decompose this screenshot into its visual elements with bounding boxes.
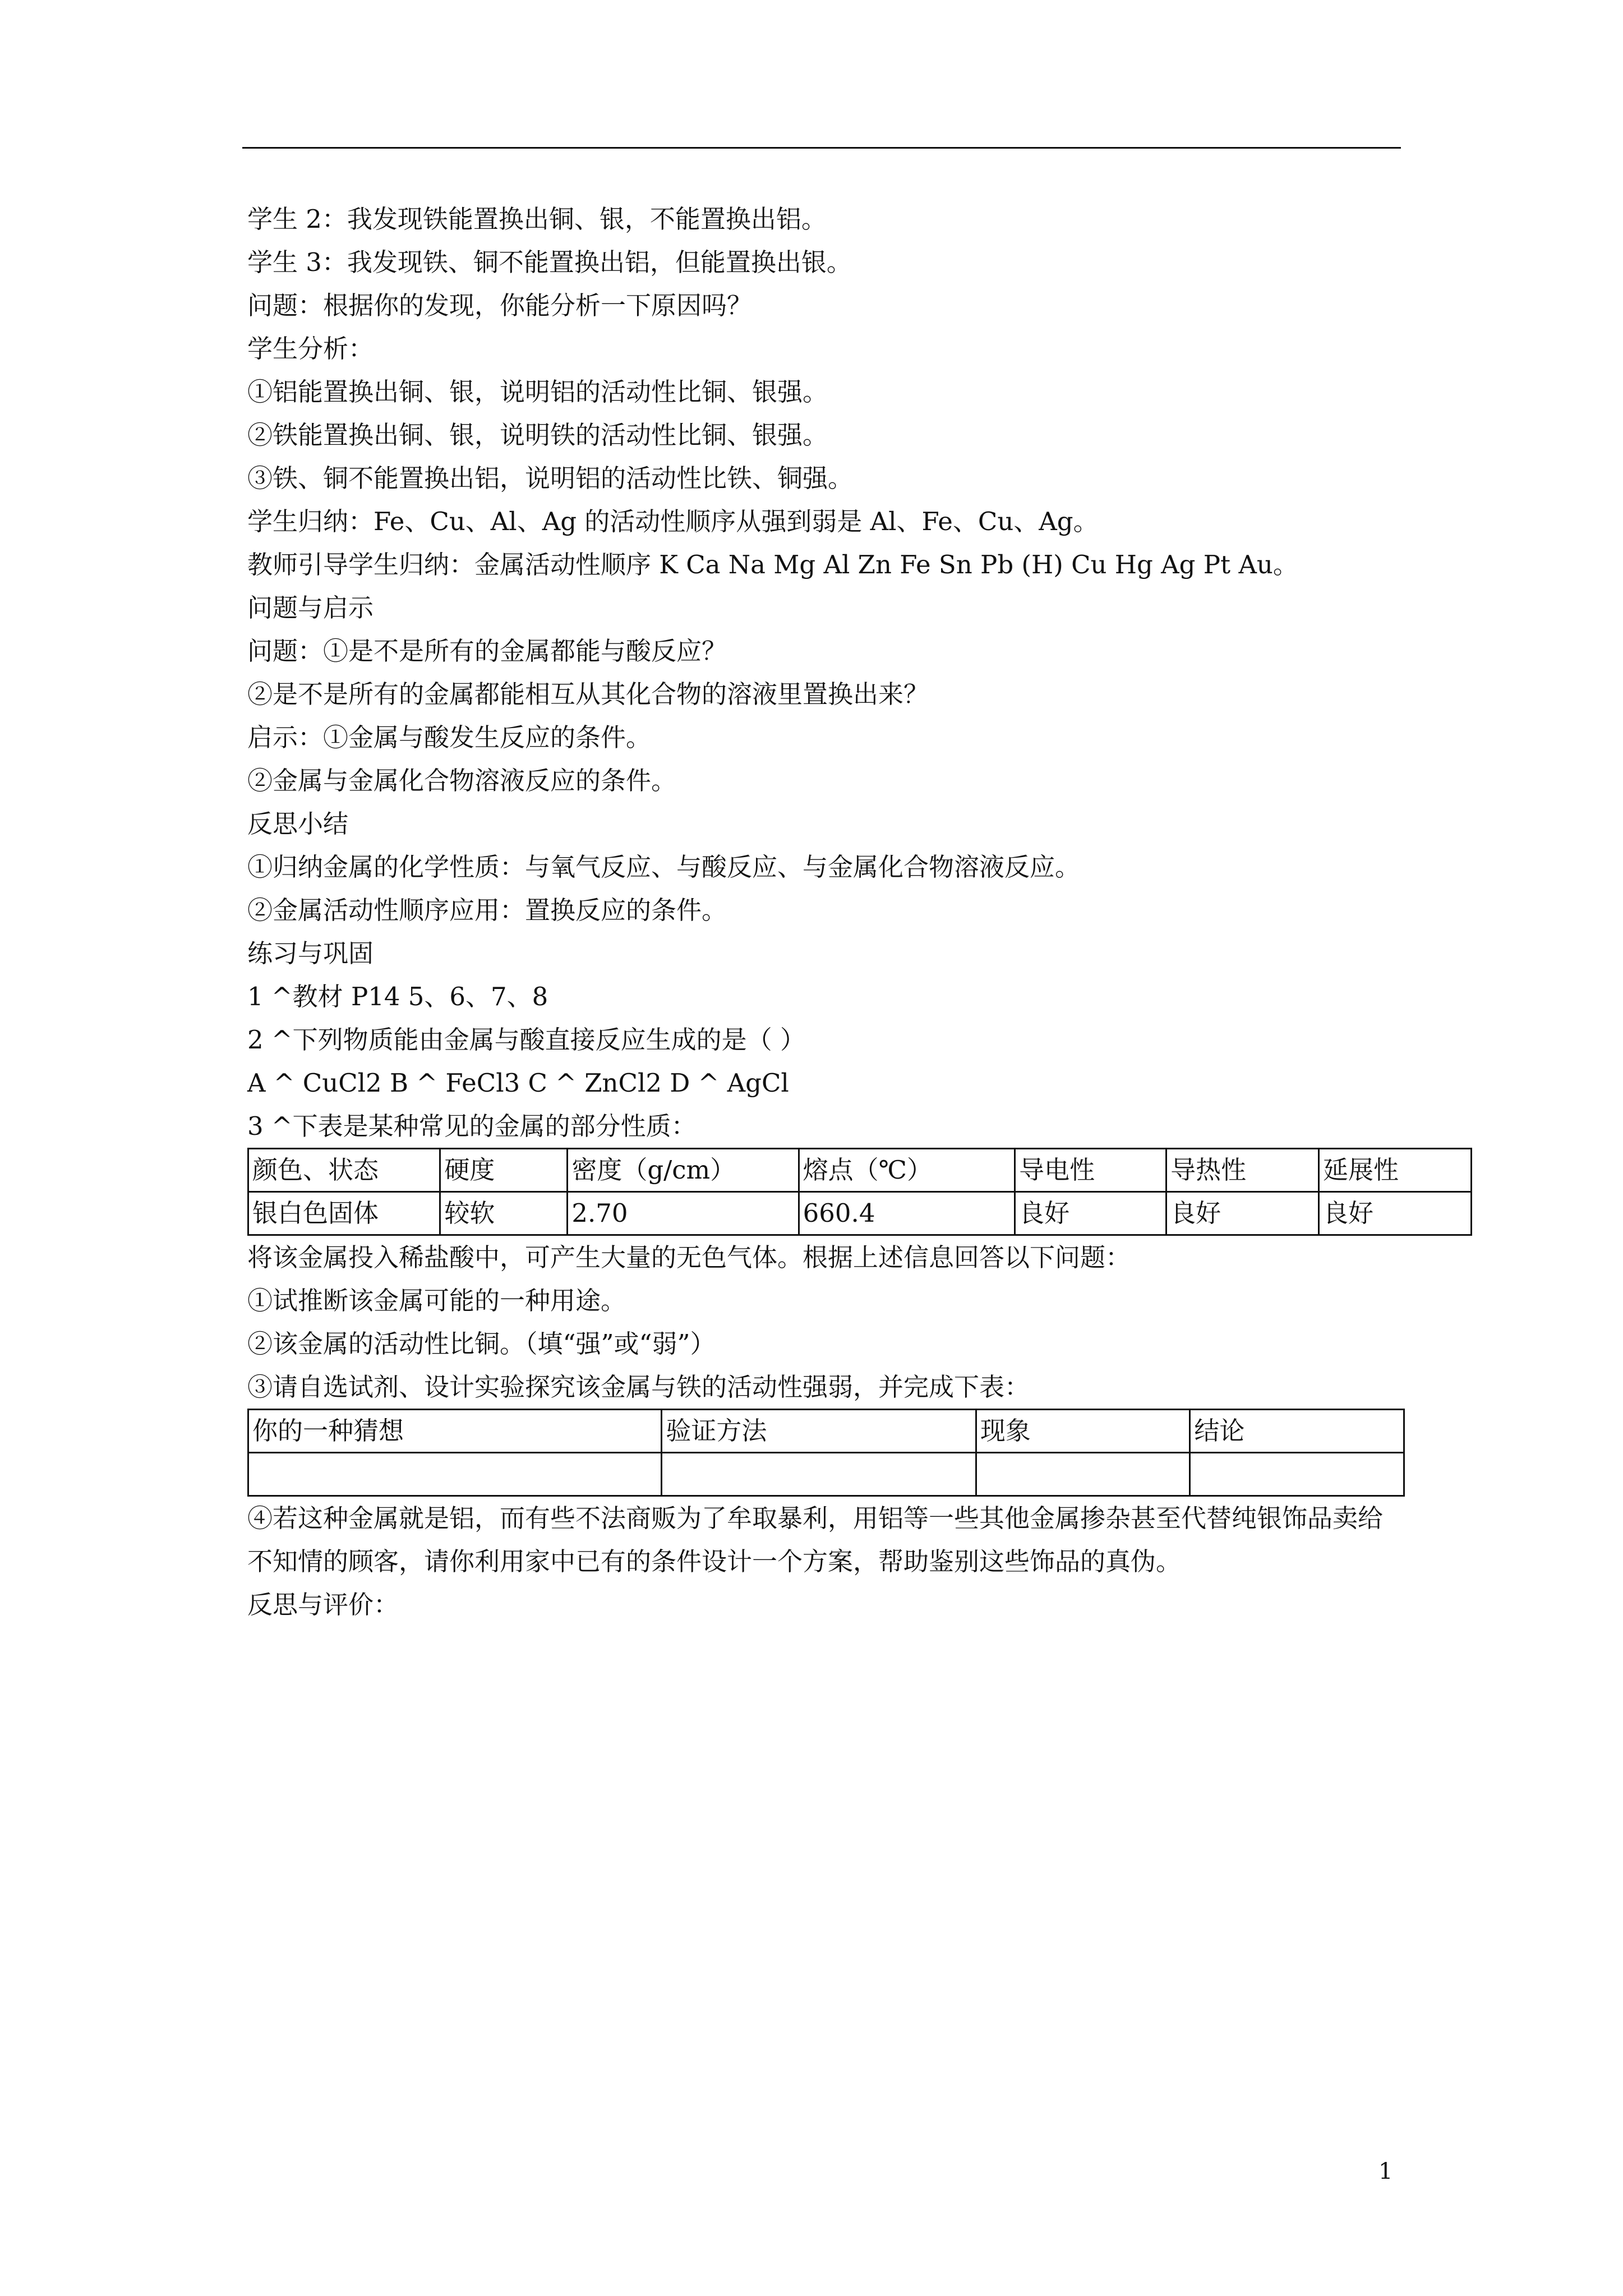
- table-cell: 导热性: [1166, 1149, 1319, 1192]
- text-line: 问题：根据你的发现，你能分析一下原因吗？: [247, 291, 753, 320]
- table-cell: 660.4: [799, 1192, 1015, 1235]
- table-cell: 密度（g/cm）: [568, 1149, 799, 1192]
- section-heading: 反思与评价：: [247, 1590, 399, 1619]
- text-line: 启示：①金属与酸发生反应的条件。: [247, 723, 652, 752]
- page-number: 1: [1378, 2159, 1393, 2184]
- table-cell: 导电性: [1015, 1149, 1166, 1192]
- experiment-table: [247, 1409, 1405, 1497]
- text-line: ①试推断该金属可能的一种用途。: [247, 1286, 626, 1315]
- table-cell: [1190, 1453, 1404, 1496]
- text-paragraph: ④若这种金属就是铝，而有些不法商贩为了牟取暴利，用铝等一些其他金属掺杂甚至代替纯银饰品卖给不知情的顾客，请你利用家中已有的条件设计一个方案，帮助鉴别这些饰品的真伪。: [247, 1503, 1384, 1576]
- table-cell: 验证方法: [662, 1410, 976, 1453]
- exercise-item: 2 ^下列物质能由金属与酸直接反应生成的是（ ）: [247, 1025, 805, 1055]
- table-cell: [248, 1453, 662, 1496]
- exercise-options: A ^ CuCl2 B ^ FeCl3 C ^ ZnCl2 D ^ AgCl: [247, 1068, 789, 1098]
- metal-properties-table: [247, 1148, 1472, 1236]
- table-cell: 2.70: [568, 1192, 799, 1235]
- text-line: ③铁、铜不能置换出铝，说明铝的活动性比铁、铜强。: [247, 463, 854, 493]
- table-header-row: [248, 1410, 1404, 1453]
- table-cell: [976, 1453, 1190, 1496]
- section-heading: 练习与巩固: [247, 938, 374, 968]
- text-line: 学生 2：我发现铁能置换出铜、银，不能置换出铝。: [247, 204, 827, 234]
- text-line: ①归纳金属的化学性质：与氧气反应、与酸反应、与金属化合物溶液反应。: [247, 852, 1081, 882]
- text-line: 问题：①是不是所有的金属都能与酸反应？: [247, 636, 727, 666]
- table-cell: 延展性: [1319, 1149, 1472, 1192]
- exercise-item: 1 ^教材 P14 5、6、7、8: [247, 982, 548, 1011]
- table-row: [248, 1192, 1472, 1235]
- text-line: ②金属与金属化合物溶液反应的条件。: [247, 766, 677, 795]
- section-heading: 反思小结: [247, 809, 349, 839]
- text-line: ①铝能置换出铜、银，说明铝的活动性比铜、银强。: [247, 377, 828, 407]
- table-row: [248, 1453, 1404, 1496]
- table-cell: 你的一种猜想: [248, 1410, 662, 1453]
- text-line: ②铁能置换出铜、银，说明铁的活动性比铜、银强。: [247, 420, 828, 450]
- exercise-item: 3 ^下表是某种常见的金属的部分性质：: [247, 1111, 697, 1141]
- table-cell: [662, 1453, 976, 1496]
- table-cell: 硬度: [440, 1149, 568, 1192]
- text-line: ②该金属的活动性比铜。（填“强”或“弱”）: [247, 1329, 716, 1359]
- table-cell: 熔点（℃）: [799, 1149, 1015, 1192]
- table-cell: 银白色固体: [248, 1192, 440, 1235]
- text-line: 将该金属投入稀盐酸中，可产生大量的无色气体。根据上述信息回答以下问题：: [247, 1243, 1131, 1272]
- section-heading: 问题与启示: [247, 593, 374, 623]
- table-cell: 较软: [440, 1192, 568, 1235]
- text-line: ②是不是所有的金属都能相互从其化合物的溶液里置换出来？: [247, 679, 929, 709]
- table-cell: 良好: [1015, 1192, 1166, 1235]
- table-cell: 良好: [1319, 1192, 1472, 1235]
- table-header-row: [248, 1149, 1472, 1192]
- text-line: ③请自选试剂、设计实验探究该金属与铁的活动性强弱，并完成下表：: [247, 1372, 1030, 1402]
- text-line: 学生分析：: [247, 334, 374, 364]
- table-cell: 良好: [1166, 1192, 1319, 1235]
- table-cell: 结论: [1190, 1410, 1404, 1453]
- table-cell: 现象: [976, 1410, 1190, 1453]
- header-rule: [242, 147, 1401, 149]
- text-line: 学生归纳：Fe、Cu、Al、Ag 的活动性顺序从强到弱是 Al、Fe、Cu、Ag。: [247, 507, 1099, 536]
- document-body: [247, 197, 1403, 1626]
- table-cell: 颜色、状态: [248, 1149, 440, 1192]
- text-line: 教师引导学生归纳：金属活动性顺序 K Ca Na Mg Al Zn Fe Sn Pb (H) Cu Hg Ag Pt Au。: [247, 550, 1298, 579]
- text-line: ②金属活动性顺序应用：置换反应的条件。: [247, 895, 727, 925]
- text-line: 学生 3：我发现铁、铜不能置换出铝，但能置换出银。: [247, 247, 852, 277]
